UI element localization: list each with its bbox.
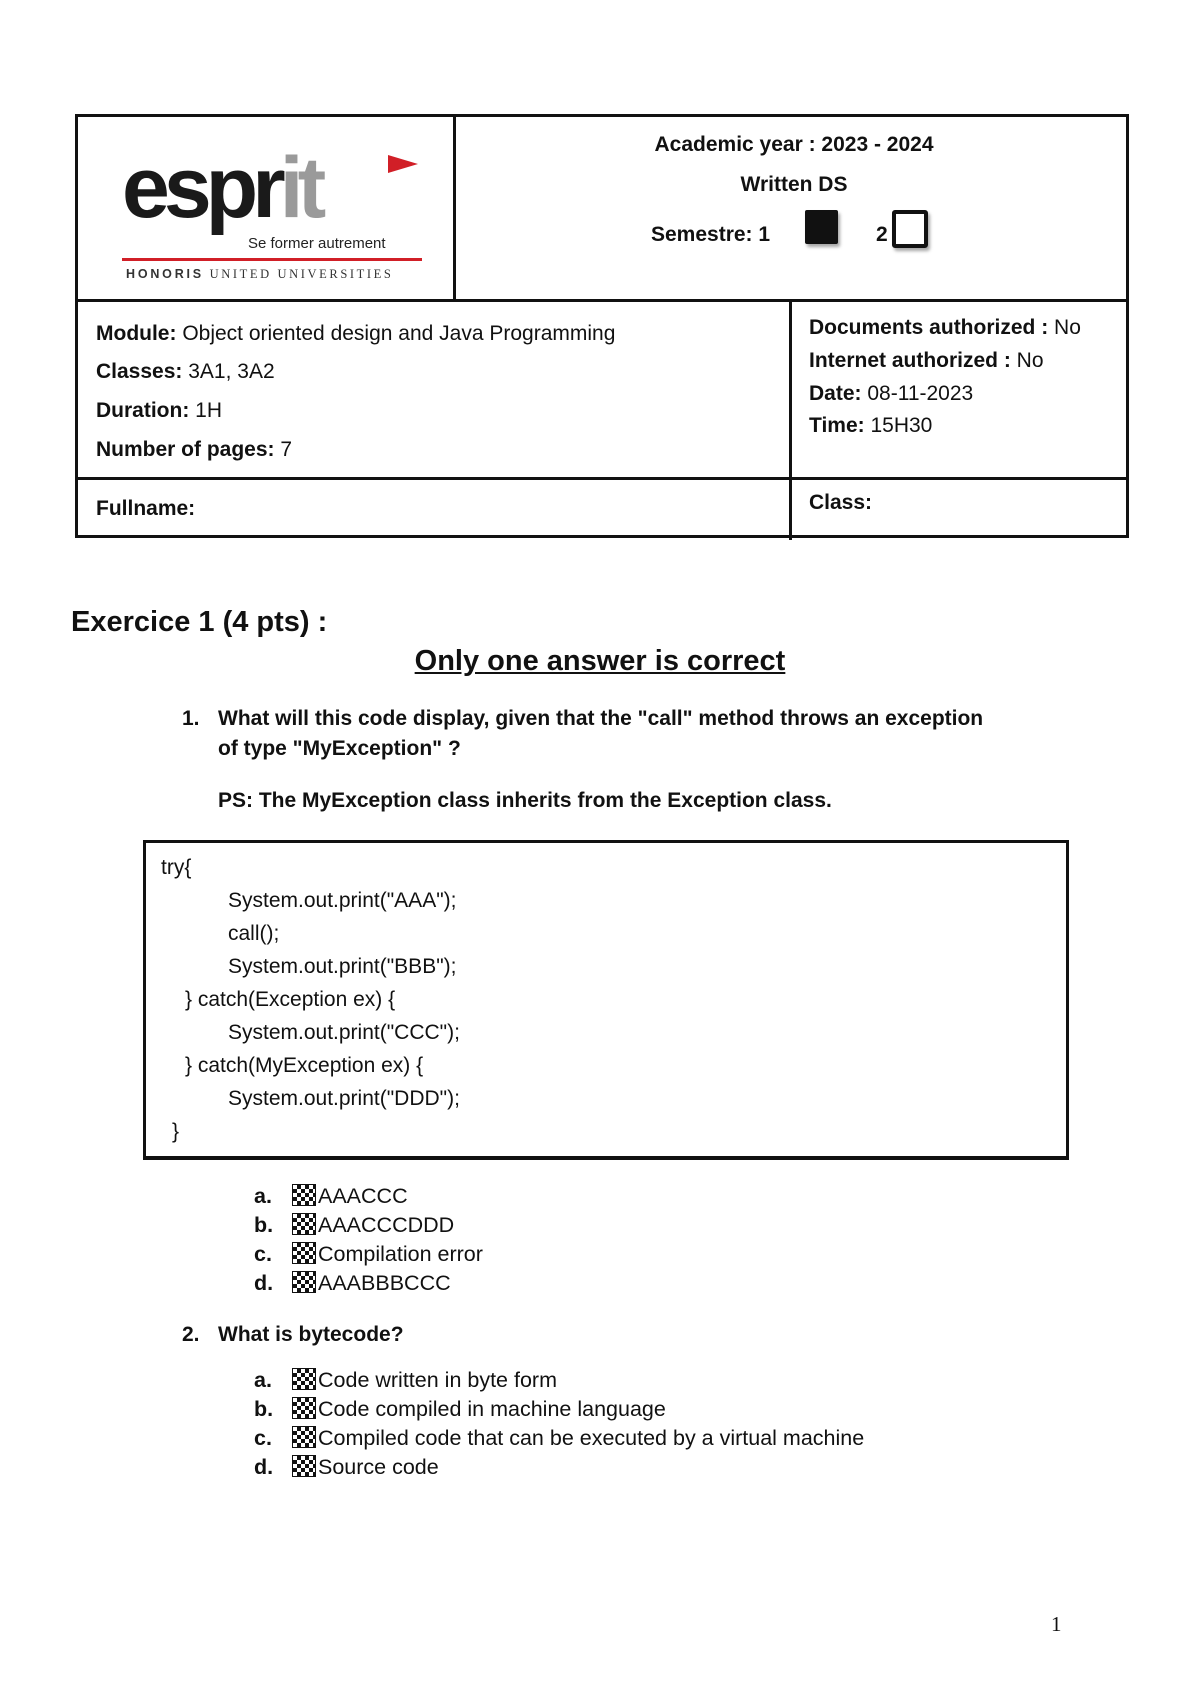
- question-1-number: 1.: [182, 707, 200, 730]
- question-1-ps: PS: The MyException class inherits from the Exception class.: [218, 789, 832, 812]
- checkbox-icon[interactable]: [292, 1213, 316, 1235]
- question-1-text-line1: What will this code display, given that the "call" method throws an exception: [218, 707, 984, 730]
- class-label: Class:: [809, 491, 873, 514]
- q1-option-a[interactable]: a. AAACCC: [254, 1184, 408, 1208]
- divider: [789, 300, 792, 540]
- checkbox-icon[interactable]: [292, 1242, 316, 1264]
- logo-network: HONORIS UNITED UNIVERSITIES: [126, 267, 394, 281]
- logo-tagline: Se former autrement: [248, 235, 386, 252]
- code-line: System.out.print("AAA");: [228, 889, 457, 912]
- q2-option-a[interactable]: a. Code written in byte form: [254, 1368, 557, 1392]
- code-line: System.out.print("CCC");: [228, 1021, 460, 1044]
- code-line: }: [172, 1120, 180, 1143]
- exercise-subtitle: Only one answer is correct: [414, 645, 786, 677]
- semester-1-checkbox[interactable]: [805, 210, 838, 244]
- exam-header-table: [75, 114, 1129, 538]
- duration-line: Duration: 1H: [96, 399, 223, 422]
- classes-line: Classes: 3A1, 3A2: [96, 360, 275, 383]
- exam-type: Written DS: [740, 173, 848, 196]
- checkbox-icon[interactable]: [292, 1426, 316, 1448]
- fullname-label: Fullname:: [96, 497, 196, 520]
- internet-line: Internet authorized : No: [809, 349, 1044, 372]
- q1-option-b[interactable]: b. AAACCCDDD: [254, 1213, 455, 1237]
- checkbox-icon[interactable]: [292, 1184, 316, 1206]
- module-line: Module: Object oriented design and Java Programming: [96, 322, 616, 345]
- semester-2-label: 2: [876, 223, 888, 246]
- code-line: System.out.print("DDD");: [228, 1087, 460, 1110]
- question-2-number: 2.: [182, 1323, 200, 1346]
- semester-2-checkbox[interactable]: [892, 210, 928, 248]
- academic-year: Academic year : 2023 - 2024: [654, 133, 934, 156]
- page-number: 1: [1051, 1612, 1062, 1636]
- code-line: try{: [161, 856, 192, 879]
- code-line: System.out.print("BBB");: [228, 955, 457, 978]
- question-1-text-line2: of type "MyException" ?: [218, 737, 461, 760]
- q2-option-c[interactable]: c. Compiled code that can be executed by a virtual machine: [254, 1426, 865, 1450]
- checkbox-icon[interactable]: [292, 1455, 316, 1477]
- logo-underline: [122, 258, 422, 261]
- checkbox-icon[interactable]: [292, 1397, 316, 1419]
- exercise-title: Exercice 1 (4 pts) :: [71, 606, 328, 638]
- code-line: } catch(MyException ex) {: [185, 1054, 424, 1077]
- q1-option-c[interactable]: c. Compilation error: [254, 1242, 483, 1266]
- pages-line: Number of pages: 7: [96, 438, 293, 461]
- logo-wordmark: esprit: [122, 140, 321, 236]
- q2-option-b[interactable]: b. Code compiled in machine language: [254, 1397, 666, 1421]
- q2-option-d[interactable]: d. Source code: [254, 1455, 439, 1479]
- date-line: Date: 08-11-2023: [809, 382, 974, 405]
- divider: [78, 299, 1126, 302]
- documents-line: Documents authorized : No: [809, 316, 1081, 339]
- code-line: call();: [228, 922, 280, 945]
- logo-flag-icon: [388, 155, 418, 173]
- code-line: } catch(Exception ex) {: [185, 988, 396, 1011]
- question-2-text: What is bytecode?: [218, 1323, 404, 1346]
- q1-option-d[interactable]: d. AAABBBCCC: [254, 1271, 451, 1295]
- esprit-logo: [122, 140, 422, 281]
- semester-label: Semestre: 1: [651, 223, 771, 246]
- checkbox-icon[interactable]: [292, 1368, 316, 1390]
- checkbox-icon[interactable]: [292, 1271, 316, 1293]
- time-line: Time: 15H30: [809, 414, 933, 437]
- divider: [78, 477, 1126, 480]
